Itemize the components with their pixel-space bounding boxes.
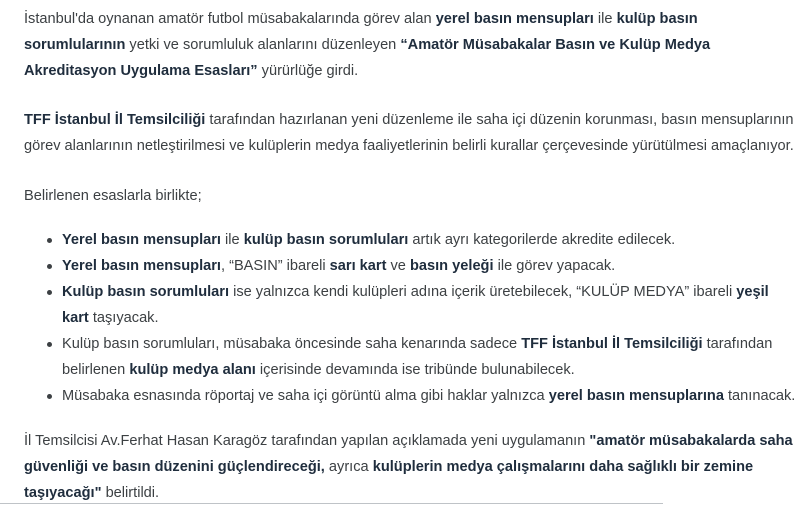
text-run: İstanbul'da oynanan amatör futbol müsabakalarında görev alan [24, 11, 436, 27]
text-run: Kulüp basın sorumluları, müsabaka öncesinde saha kenarında sadece [62, 336, 522, 352]
text-run: tarafından hazırlanan yeni düzenleme ile saha içi düzenin korunması, basın mensuplarının görev alanlarının netleştirilmesi ve kulüplerin medya faaliyetlerinin belirli kurallar çerçevesinde yürütülmesi amaçlanıyor. [24, 112, 794, 154]
bold-text: yerel basın mensupları [435, 11, 594, 27]
bold-text: Yerel basın mensupları [62, 258, 221, 274]
list-item [62, 331, 796, 383]
list-intro: Belirlenen esaslarla birlikte; [24, 188, 202, 204]
bold-text: basın yeleği [409, 258, 494, 274]
text-run: yürürlüğe girdi. [257, 63, 359, 79]
intro-paragraph [24, 6, 796, 84]
bold-text: TFF İstanbul İl Temsilciliği [521, 336, 703, 352]
bold-text: “Amatör Müsabakalar Basın ve Kulüp Medya Akreditasyon Uygulama Esasları” [24, 37, 711, 79]
list-item [62, 383, 796, 409]
text-run: ile [220, 232, 244, 248]
text-run: tanınacak. [723, 388, 796, 404]
rules-list [24, 227, 796, 409]
text-run: taşıyacak. [88, 310, 159, 326]
bold-text: yerel basın mensuplarına [548, 388, 724, 404]
list-item [62, 227, 796, 253]
text-run: ile [593, 11, 617, 27]
text-run: yetki ve sorumluluk alanlarını düzenleyen [125, 37, 401, 53]
text-run: tarafından belirlenen [62, 336, 773, 378]
list-item [62, 279, 796, 331]
bullet-icon [47, 290, 52, 295]
bullet-icon [47, 394, 52, 399]
content-divider [0, 503, 663, 504]
text-run: ile görev yapacak. [493, 258, 616, 274]
text-run: artık ayrı kategorilerde akredite edilecek. [408, 232, 676, 248]
regulation-paragraph [24, 107, 796, 159]
text-run: içerisinde devamında ise tribünde bulunabilecek. [255, 362, 575, 378]
text-run: , “BASIN” ibareli [220, 258, 330, 274]
text-run: belirtildi. [101, 485, 160, 501]
text-run: ve [386, 258, 410, 274]
bullet-icon [47, 342, 52, 347]
text-run: İl Temsilcisi Av.Ferhat Hasan Karagöz tarafından yapılan açıklamada yeni uygulamanın [24, 433, 590, 449]
bold-text: kulüp medya alanı [129, 362, 256, 378]
bold-text: Kulüp basın sorumluları [62, 284, 230, 300]
bullet-icon [47, 264, 52, 269]
text-run: ayrıca [324, 459, 373, 475]
bold-text: kulüp basın sorumluları [243, 232, 409, 248]
bold-text: Yerel basın mensupları [62, 232, 221, 248]
bold-text: sarı kart [329, 258, 387, 274]
bold-text: TFF İstanbul İl Temsilciliği [24, 112, 206, 128]
bold-text: kulüplerin medya çalışmalarını daha sağlıklı bir zemine taşıyacağı" [24, 459, 754, 501]
bold-text: "amatör müsabakalarda saha güvenliği ve basın düzenini güçlendireceği, [24, 433, 793, 475]
list-item [62, 253, 796, 279]
bold-text: kulüp basın sorumlularının [24, 11, 698, 53]
text-run: Müsabaka esnasında röportaj ve saha içi görüntü alma gibi haklar yalnızca [62, 388, 549, 404]
bold-text: yeşil kart [62, 284, 769, 326]
text-run: ise yalnızca kendi kulüpleri adına içerik üretebilecek, “KULÜP MEDYA” ibareli [229, 284, 737, 300]
statement-paragraph [24, 428, 796, 506]
bullet-icon [47, 238, 52, 243]
article-body [24, 6, 796, 506]
